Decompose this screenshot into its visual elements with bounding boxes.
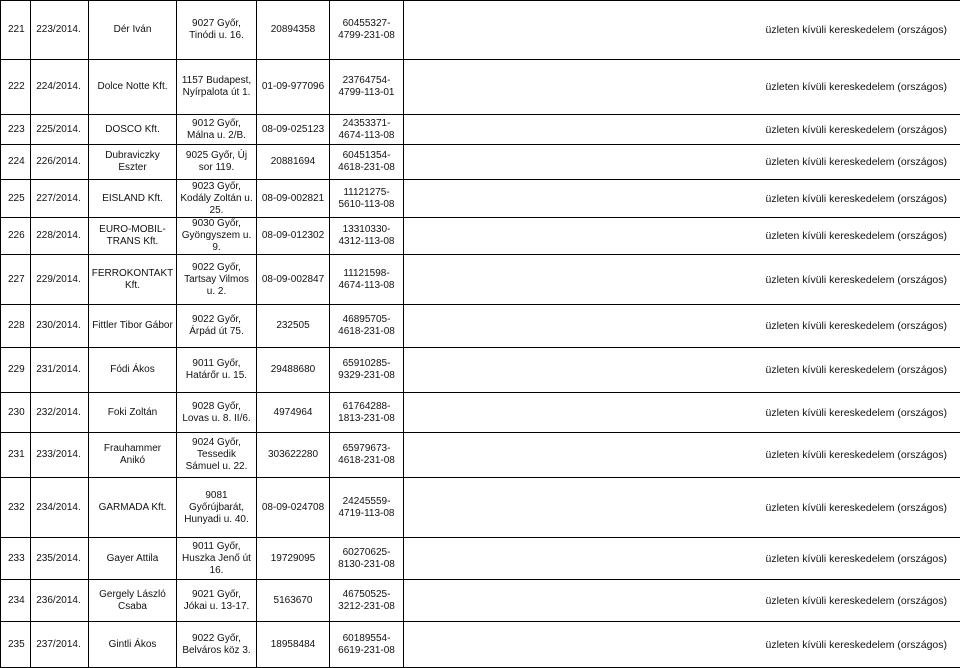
activity-type: üzleten kívüli kereskedelem (országos) xyxy=(404,478,960,538)
trader-address: 9024 Győr, Tessedik Sámuel u. 22. xyxy=(177,433,257,478)
registration-number: 230/2014. xyxy=(31,305,89,348)
trader-name: EISLAND Kft. xyxy=(89,180,177,218)
tax-number: 65979673-4618-231-08 xyxy=(330,433,404,478)
activity-type: üzleten kívüli kereskedelem (országos) xyxy=(404,433,960,478)
row-number: 226 xyxy=(1,218,31,255)
table-row xyxy=(1,305,960,348)
row-number: 233 xyxy=(1,538,31,580)
trader-address: 9027 Győr, Tinódi u. 16. xyxy=(177,1,257,60)
trader-name: FERROKONTAKT Kft. xyxy=(89,255,177,305)
trader-name: Dér Iván xyxy=(89,1,177,60)
table-row xyxy=(1,60,960,115)
trader-name: Dubraviczky Eszter xyxy=(89,145,177,180)
activity-type: üzleten kívüli kereskedelem (országos) xyxy=(404,538,960,580)
trader-address: 9012 Győr, Málna u. 2/B. xyxy=(177,115,257,145)
row-number: 224 xyxy=(1,145,31,180)
tax-number: 60270625-8130-231-08 xyxy=(330,538,404,580)
registration-number: 232/2014. xyxy=(31,393,89,433)
tax-number: 46895705-4618-231-08 xyxy=(330,305,404,348)
row-number: 230 xyxy=(1,393,31,433)
registration-number: 228/2014. xyxy=(31,218,89,255)
activity-type: üzleten kívüli kereskedelem (országos) xyxy=(404,218,960,255)
table-row xyxy=(1,255,960,305)
registry-id: 232505 xyxy=(257,305,330,348)
tax-number: 11121275-5610-113-08 xyxy=(330,180,404,218)
registration-number: 234/2014. xyxy=(31,478,89,538)
registry-id: 18958484 xyxy=(257,622,330,668)
activity-type: üzleten kívüli kereskedelem (országos) xyxy=(404,1,960,60)
table-row xyxy=(1,348,960,393)
registry-id: 19729095 xyxy=(257,538,330,580)
activity-type: üzleten kívüli kereskedelem (országos) xyxy=(404,348,960,393)
registry-id: 01-09-977096 xyxy=(257,60,330,115)
activity-type: üzleten kívüli kereskedelem (országos) xyxy=(404,622,960,668)
trader-name: DOSCO Kft. xyxy=(89,115,177,145)
row-number: 234 xyxy=(1,580,31,622)
trader-name: Frauhammer Anikó xyxy=(89,433,177,478)
row-number: 222 xyxy=(1,60,31,115)
table-row xyxy=(1,433,960,478)
tax-number: 61764288-1813-231-08 xyxy=(330,393,404,433)
trader-address: 1157 Budapest, Nyírpalota út 1. xyxy=(177,60,257,115)
activity-type: üzleten kívüli kereskedelem (országos) xyxy=(404,115,960,145)
row-number: 225 xyxy=(1,180,31,218)
registration-number: 231/2014. xyxy=(31,348,89,393)
table-row xyxy=(1,1,960,60)
row-number: 232 xyxy=(1,478,31,538)
table-row xyxy=(1,180,960,218)
trader-name: Gayer Attila xyxy=(89,538,177,580)
registration-number: 235/2014. xyxy=(31,538,89,580)
registration-number: 237/2014. xyxy=(31,622,89,668)
trader-address: 9011 Győr, Huszka Jenő út 16. xyxy=(177,538,257,580)
table-row xyxy=(1,218,960,255)
trader-address: 9025 Győr, Új sor 119. xyxy=(177,145,257,180)
registration-number: 226/2014. xyxy=(31,145,89,180)
table-row xyxy=(1,622,960,668)
trader-address: 9021 Győr, Jókai u. 13-17. xyxy=(177,580,257,622)
trader-name: GARMADA Kft. xyxy=(89,478,177,538)
registry-id: 08-09-024708 xyxy=(257,478,330,538)
registry-id: 5163670 xyxy=(257,580,330,622)
trader-address: 9023 Győr, Kodály Zoltán u. 25. xyxy=(177,180,257,218)
activity-type: üzleten kívüli kereskedelem (országos) xyxy=(404,255,960,305)
registration-number: 223/2014. xyxy=(31,1,89,60)
trader-address: 9081 Győrújbarát, Hunyadi u. 40. xyxy=(177,478,257,538)
row-number: 228 xyxy=(1,305,31,348)
registry-id: 29488680 xyxy=(257,348,330,393)
activity-type: üzleten kívüli kereskedelem (országos) xyxy=(404,60,960,115)
trader-address: 9022 Győr, Árpád út 75. xyxy=(177,305,257,348)
registration-number: 225/2014. xyxy=(31,115,89,145)
row-number: 223 xyxy=(1,115,31,145)
row-number: 221 xyxy=(1,1,31,60)
table-row xyxy=(1,580,960,622)
trader-address: 9011 Győr, Határőr u. 15. xyxy=(177,348,257,393)
tax-number: 60189554-6619-231-08 xyxy=(330,622,404,668)
trader-name: Gintli Ákos xyxy=(89,622,177,668)
row-number: 229 xyxy=(1,348,31,393)
trader-name: EURO-MOBIL-TRANS Kft. xyxy=(89,218,177,255)
registry-id: 08-09-025123 xyxy=(257,115,330,145)
activity-type: üzleten kívüli kereskedelem (országos) xyxy=(404,145,960,180)
tax-number: 23764754-4799-113-01 xyxy=(330,60,404,115)
registration-number: 227/2014. xyxy=(31,180,89,218)
activity-type: üzleten kívüli kereskedelem (országos) xyxy=(404,393,960,433)
row-number: 227 xyxy=(1,255,31,305)
trader-name: Foki Zoltán xyxy=(89,393,177,433)
tax-number: 46750525-3212-231-08 xyxy=(330,580,404,622)
registration-number: 224/2014. xyxy=(31,60,89,115)
tax-number: 60455327-4799-231-08 xyxy=(330,1,404,60)
registration-number: 233/2014. xyxy=(31,433,89,478)
table-row xyxy=(1,393,960,433)
tax-number: 60451354-4618-231-08 xyxy=(330,145,404,180)
registry-id: 20894358 xyxy=(257,1,330,60)
tax-number: 11121598-4674-113-08 xyxy=(330,255,404,305)
registry-id: 20881694 xyxy=(257,145,330,180)
tax-number: 13310330-4312-113-08 xyxy=(330,218,404,255)
trader-address: 9030 Győr, Gyöngyszem u. 9. xyxy=(177,218,257,255)
table-row xyxy=(1,478,960,538)
trader-address: 9022 Győr, Tartsay Vilmos u. 2. xyxy=(177,255,257,305)
registry-id: 4974964 xyxy=(257,393,330,433)
row-number: 231 xyxy=(1,433,31,478)
activity-type: üzleten kívüli kereskedelem (országos) xyxy=(404,305,960,348)
registry-id: 08-09-002847 xyxy=(257,255,330,305)
activity-type: üzleten kívüli kereskedelem (országos) xyxy=(404,580,960,622)
tax-number: 24245559-4719-113-08 xyxy=(330,478,404,538)
trader-name: Gergely László Csaba xyxy=(89,580,177,622)
tax-number: 24353371-4674-113-08 xyxy=(330,115,404,145)
registration-number: 229/2014. xyxy=(31,255,89,305)
trader-address: 9028 Győr, Lovas u. 8. II/6. xyxy=(177,393,257,433)
registry-id: 08-09-012302 xyxy=(257,218,330,255)
trader-name: Fittler Tibor Gábor xyxy=(89,305,177,348)
registry-id: 303622280 xyxy=(257,433,330,478)
registry-id: 08-09-002821 xyxy=(257,180,330,218)
table-row xyxy=(1,145,960,180)
row-number: 235 xyxy=(1,622,31,668)
trader-name: Fódi Ákos xyxy=(89,348,177,393)
tax-number: 65910285-9329-231-08 xyxy=(330,348,404,393)
trader-name: Dolce Notte Kft. xyxy=(89,60,177,115)
registration-number: 236/2014. xyxy=(31,580,89,622)
table-row xyxy=(1,115,960,145)
trader-address: 9022 Győr, Belváros köz 3. xyxy=(177,622,257,668)
table-row xyxy=(1,538,960,580)
activity-type: üzleten kívüli kereskedelem (országos) xyxy=(404,180,960,218)
